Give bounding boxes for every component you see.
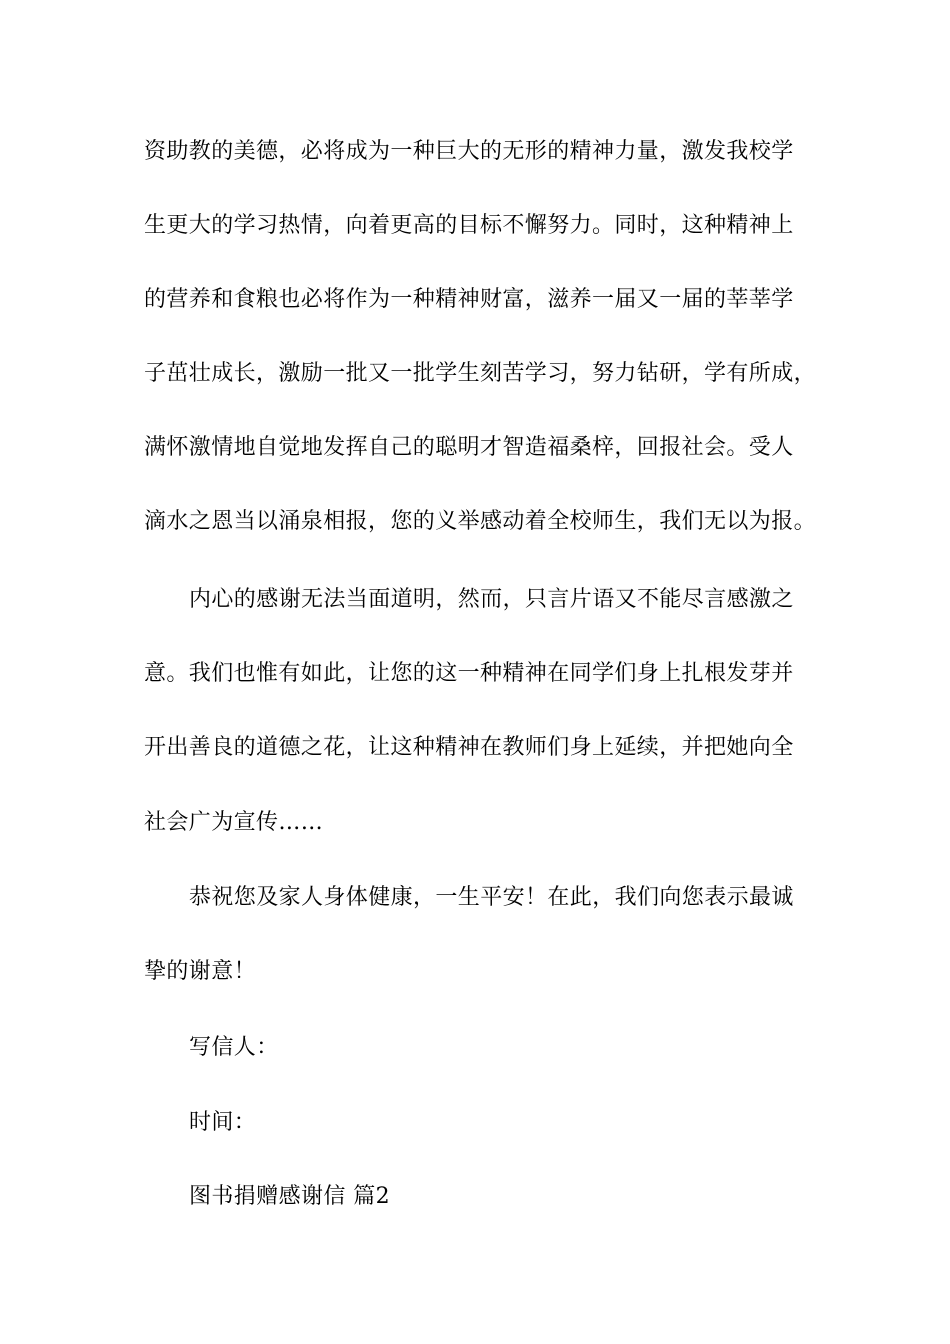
body-text-line: 生更大的学习热情，向着更高的目标不懈努力。同时，这种精神上 (144, 213, 794, 238)
section-heading: 图书捐赠感谢信 篇2 (189, 1184, 390, 1209)
body-text-line: 资助教的美德，必将成为一种巨大的无形的精神力量，激发我校学 (144, 139, 794, 164)
body-text-line: 的营养和食粮也必将作为一种精神财富，滋养一届又一届的莘莘学 (144, 287, 794, 312)
body-text-line: 社会广为宣传…… (144, 810, 324, 835)
paragraph-first-line: 内心的感谢无法当面道明，然而，只言片语又不能尽言感激之 (189, 587, 794, 612)
paragraph-first-line: 恭祝您及家人身体健康，一生平安！在此，我们向您表示最诚 (189, 885, 794, 910)
body-text-line: 意。我们也惟有如此，让您的这一种精神在同学们身上扎根发芽并 (144, 661, 794, 686)
letter-date-label: 时间： (189, 1110, 257, 1135)
body-text-line: 挚的谢意！ (144, 959, 257, 984)
body-text-line: 子茁壮成长，激励一批又一批学生刻苦学习，努力钻研，学有所成， (144, 361, 817, 386)
body-text-line: 满怀激情地自觉地发挥自己的聪明才智造福桑梓，回报社会。受人 (144, 435, 794, 460)
body-text-line: 滴水之恩当以涌泉相报，您的义举感动着全校师生，我们无以为报。 (144, 509, 817, 534)
body-text-line: 开出善良的道德之花，让这种精神在教师们身上延续，并把她向全 (144, 735, 794, 760)
letter-writer-label: 写信人： (189, 1035, 279, 1060)
